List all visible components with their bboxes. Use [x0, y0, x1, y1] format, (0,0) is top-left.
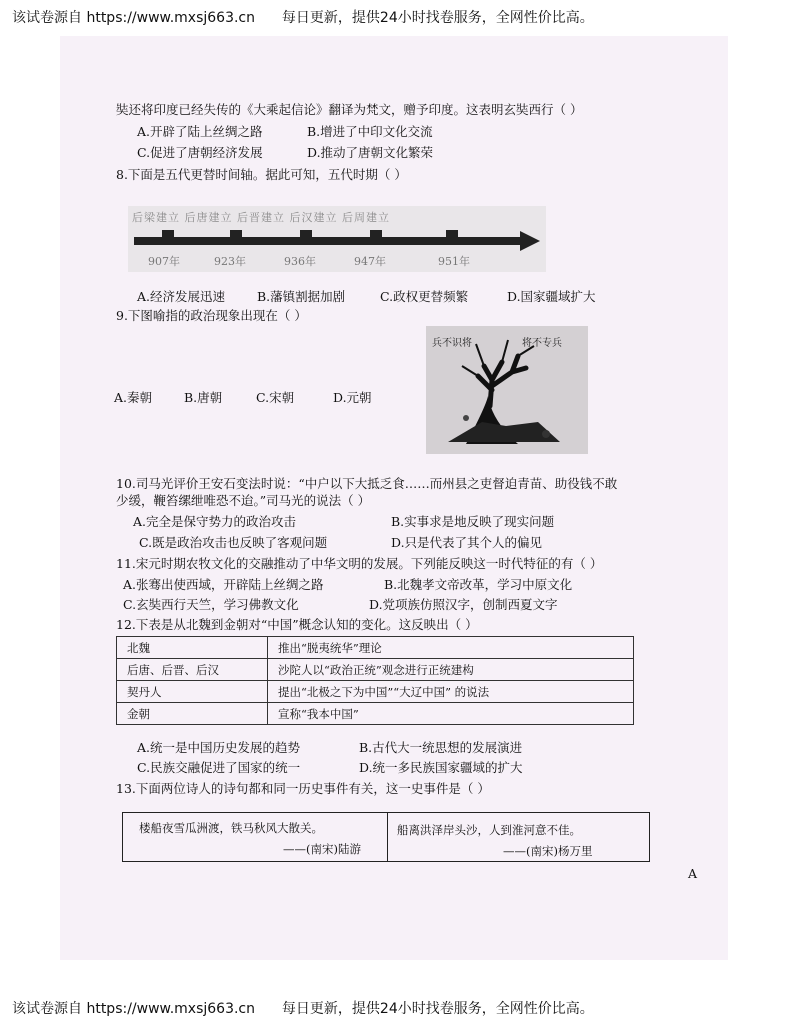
timeline-year: 951年	[438, 255, 470, 268]
page-mark: A	[688, 866, 698, 881]
q12-table	[116, 636, 634, 725]
q7-stem: 奘还将印度已经失传的《大乘起信论》翻译为梵文，赠予印度。这表明玄奘西行（ ）	[116, 102, 583, 117]
table-cell-period: 契丹人	[117, 681, 268, 703]
q11-option-a: A.张骞出使西域，开辟陆上丝绸之路	[123, 577, 324, 592]
q8-stem: 8.下面是五代更替时间轴。据此可知，五代时期（ ）	[116, 167, 407, 182]
q10-option-c: C.既是政治攻击也反映了客观问题	[139, 535, 328, 550]
q10-stem-line2: 少缓，鞭笞缧绁唯恐不迨。”司马光的说法（ ）	[116, 493, 371, 508]
q12-option-b: B.古代大一统思想的发展演进	[359, 740, 523, 755]
banner-url[interactable]: https://www.mxsj663.cn	[86, 10, 255, 26]
q12-stem: 12.下表是从北魏到金朝对“中国”概念认知的变化。这反映出（ ）	[116, 617, 478, 632]
timeline-tick	[230, 230, 242, 244]
cartoon-label-left: 兵不识将	[432, 338, 472, 349]
timeline-tick	[446, 230, 458, 244]
timeline-axis	[134, 237, 520, 245]
table-row	[117, 659, 634, 681]
timeline-tick	[162, 230, 174, 244]
q9-stem: 9.下图喻指的政治现象出现在（ ）	[116, 308, 307, 323]
table-cell-concept: 提出“北极之下为中国”“大辽中国” 的说法	[268, 681, 634, 703]
timeline-tick	[370, 230, 382, 244]
poem-divider	[387, 813, 388, 861]
q13-stem: 13.下面两位诗人的诗句都和同一历史事件有关，这一史事件是（ ）	[116, 781, 490, 796]
q9-cartoon-image	[426, 326, 588, 454]
q12-option-c: C.民族交融促进了国家的统一	[137, 760, 301, 775]
table-cell-concept: 推出“脱夷统华”理论	[268, 637, 634, 659]
q9-option-a: A.秦朝	[114, 390, 153, 405]
q11-option-d: D.党项族仿照汉字，创制西夏文字	[369, 597, 558, 612]
q8-timeline-image	[128, 206, 546, 272]
q9-option-d: D.元朝	[333, 390, 372, 405]
table-cell-concept: 沙陀人以“政治正统”观念进行正统建构	[268, 659, 634, 681]
q9-option-c: C.宋朝	[256, 390, 295, 405]
q7-option-c: C.促进了唐朝经济发展	[137, 145, 263, 160]
banner-slogan: 每日更新，提供24小时找卷服务，全网性价比高。	[281, 10, 594, 26]
timeline-arrow-icon	[520, 231, 540, 251]
banner-source: 该试卷源自	[12, 10, 82, 26]
timeline-dynasty-labels: 后梁建立 后唐建立 后晋建立 后汉建立 后周建立	[132, 211, 390, 224]
table-row	[117, 637, 634, 659]
q7-option-b: B.增进了中印文化交流	[307, 124, 433, 139]
q10-stem-line1: 10.司马光评价王安石变法时说：“中户以下大抵乏食……而州县之吏督迫青苗、助役钱不敢	[116, 476, 618, 491]
q12-option-d: D.统一多民族国家疆域的扩大	[359, 760, 523, 775]
q10-option-d: D.只是代表了其个人的偏见	[391, 535, 543, 550]
cartoon-label-mid: 将不专兵	[522, 338, 562, 349]
q11-option-c: C.玄奘西行天竺，学习佛教文化	[123, 597, 299, 612]
banner-source: 该试卷源自	[12, 1001, 82, 1017]
author-right: ——(南宋)杨万里	[503, 844, 593, 858]
banner-slogan: 每日更新，提供24小时找卷服务，全网性价比高。	[281, 1001, 594, 1017]
banner-url[interactable]: https://www.mxsj663.cn	[86, 1001, 255, 1017]
q7-option-d: D.推动了唐朝文化繁荣	[307, 145, 434, 160]
table-cell-period: 后唐、后晋、后汉	[117, 659, 268, 681]
q11-stem: 11.宋元时期农牧文化的交融推动了中华文明的发展。下列能反映这一时代特征的有（ ）	[116, 556, 603, 571]
timeline-year: 907年	[148, 255, 180, 268]
author-left: ——(南宋)陆游	[283, 842, 361, 856]
table-row	[117, 681, 634, 703]
table-cell-concept: 宣称“我本中国”	[268, 703, 634, 725]
q7-option-a: A.开辟了陆上丝绸之路	[137, 124, 263, 139]
source-banner-top	[12, 7, 594, 27]
q13-poem-box	[122, 812, 650, 862]
q10-option-a: A.完全是保守势力的政治攻击	[133, 514, 297, 529]
q12-option-a: A.统一是中国历史发展的趋势	[137, 740, 301, 755]
q8-option-a: A.经济发展迅速	[137, 289, 226, 304]
q10-option-b: B.实事求是地反映了现实问题	[391, 514, 555, 529]
q9-option-b: B.唐朝	[184, 390, 223, 405]
source-banner-bottom	[12, 998, 594, 1018]
q8-option-c: C.政权更替频繁	[380, 289, 469, 304]
timeline-year: 923年	[214, 255, 246, 268]
q8-option-b: B.藩镇割据加剧	[257, 289, 346, 304]
table-row	[117, 703, 634, 725]
poem-right: 船离洪泽岸头沙，人到淮河意不佳。	[397, 823, 581, 837]
table-cell-period: 北魏	[117, 637, 268, 659]
table-cell-period: 金朝	[117, 703, 268, 725]
timeline-year: 936年	[284, 255, 316, 268]
timeline-year: 947年	[354, 255, 386, 268]
timeline-tick	[300, 230, 312, 244]
q11-option-b: B.北魏孝文帝改革，学习中原文化	[384, 577, 573, 592]
poem-left: 楼船夜雪瓜洲渡，铁马秋风大散关。	[139, 821, 323, 835]
q8-option-d: D.国家疆域扩大	[507, 289, 596, 304]
